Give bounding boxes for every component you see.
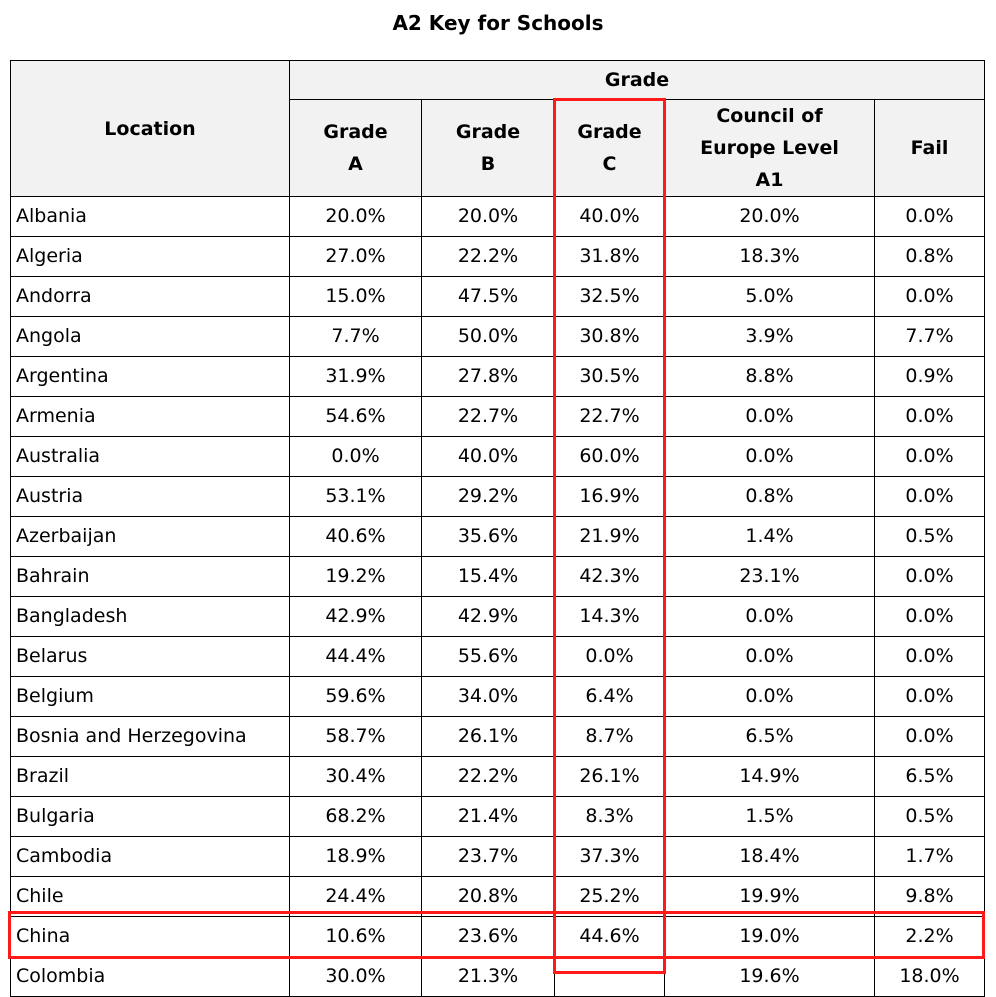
value-cell-b: 26.1%	[422, 717, 555, 757]
value-cell-euro: 1.4%	[665, 517, 875, 557]
value-cell-euro: 3.9%	[665, 317, 875, 357]
value-cell-c: 60.0%	[555, 437, 665, 477]
value-cell-fail: 0.0%	[875, 557, 985, 597]
value-cell-b: 22.2%	[422, 237, 555, 277]
column-header-a	[290, 100, 422, 197]
value-cell-fail: 6.5%	[875, 757, 985, 797]
table-row	[11, 717, 985, 757]
column-header-b	[422, 100, 555, 197]
value-cell-fail: 0.8%	[875, 237, 985, 277]
column-header-c	[555, 100, 665, 197]
value-cell-b: 15.4%	[422, 557, 555, 597]
value-cell-fail: 0.0%	[875, 717, 985, 757]
location-cell: Bosnia and Herzegovina	[11, 717, 290, 757]
value-cell-a: 24.4%	[290, 877, 422, 917]
column-header-euro	[665, 100, 875, 197]
table-row	[11, 317, 985, 357]
location-cell: Algeria	[11, 237, 290, 277]
table-row	[11, 877, 985, 917]
value-cell-euro: 1.5%	[665, 797, 875, 837]
value-cell-b: 20.8%	[422, 877, 555, 917]
location-cell: Armenia	[11, 397, 290, 437]
value-cell-euro: 14.9%	[665, 757, 875, 797]
table-row	[11, 677, 985, 717]
table-row	[11, 437, 985, 477]
column-header-line: Fail	[910, 137, 949, 159]
value-cell-b: 50.0%	[422, 317, 555, 357]
grade-group-header: Grade	[290, 61, 985, 100]
location-cell: Angola	[11, 317, 290, 357]
value-cell-a: 30.4%	[290, 757, 422, 797]
value-cell-fail: 0.0%	[875, 637, 985, 677]
value-cell-b: 23.6%	[422, 917, 555, 957]
column-header-line: Europe Level	[700, 137, 839, 159]
value-cell-c: 25.2%	[555, 877, 665, 917]
value-cell-a: 44.4%	[290, 637, 422, 677]
page-title: A2 Key for Schools	[392, 11, 604, 35]
column-header-line: A1	[755, 169, 784, 191]
value-cell-a: 42.9%	[290, 597, 422, 637]
value-cell-b: 29.2%	[422, 477, 555, 517]
value-cell-c: 8.7%	[555, 717, 665, 757]
value-cell-a: 18.9%	[290, 837, 422, 877]
value-cell-c: 37.3%	[555, 837, 665, 877]
value-cell-b: 22.2%	[422, 757, 555, 797]
value-cell-a: 7.7%	[290, 317, 422, 357]
value-cell-c: 8.3%	[555, 797, 665, 837]
value-cell-a: 58.7%	[290, 717, 422, 757]
value-cell-c: 6.4%	[555, 677, 665, 717]
value-cell-fail: 0.0%	[875, 437, 985, 477]
value-cell-a: 30.0%	[290, 957, 422, 997]
value-cell-euro: 0.0%	[665, 597, 875, 637]
value-cell-c: 40.0%	[555, 197, 665, 237]
value-cell-c: 14.3%	[555, 597, 665, 637]
value-cell-b: 47.5%	[422, 277, 555, 317]
value-cell-euro: 19.6%	[665, 957, 875, 997]
value-cell-a: 40.6%	[290, 517, 422, 557]
value-cell-b: 21.4%	[422, 797, 555, 837]
value-cell-euro: 0.8%	[665, 477, 875, 517]
value-cell-a: 54.6%	[290, 397, 422, 437]
value-cell-a: 68.2%	[290, 797, 422, 837]
value-cell-euro: 23.1%	[665, 557, 875, 597]
value-cell-fail: 0.0%	[875, 597, 985, 637]
value-cell-fail: 0.0%	[875, 197, 985, 237]
value-cell-b: 40.0%	[422, 437, 555, 477]
table-row	[11, 597, 985, 637]
table-row	[11, 837, 985, 877]
value-cell-fail: 0.0%	[875, 477, 985, 517]
value-cell-euro: 5.0%	[665, 277, 875, 317]
column-header-line: Grade	[455, 121, 521, 143]
value-cell-a: 15.0%	[290, 277, 422, 317]
column-header-line: Grade	[577, 121, 642, 143]
table-row	[11, 517, 985, 557]
value-cell-euro: 0.0%	[665, 677, 875, 717]
value-cell-b: 21.3%	[422, 957, 555, 997]
value-cell-fail: 2.2%	[875, 917, 985, 957]
value-cell-fail: 0.0%	[875, 677, 985, 717]
value-cell-a: 59.6%	[290, 677, 422, 717]
value-cell-c: 21.9%	[555, 517, 665, 557]
value-cell-a: 19.2%	[290, 557, 422, 597]
value-cell-c: 16.9%	[555, 477, 665, 517]
value-cell-a: 27.0%	[290, 237, 422, 277]
column-header-fail	[875, 100, 985, 197]
location-cell: Colombia	[11, 957, 290, 997]
column-header-line: B	[480, 153, 496, 175]
location-cell: China	[11, 917, 290, 957]
value-cell-c: 0.0%	[555, 637, 665, 677]
value-cell-a: 0.0%	[290, 437, 422, 477]
value-cell-b: 27.8%	[422, 357, 555, 397]
value-cell-b: 23.7%	[422, 837, 555, 877]
value-cell-fail: 0.0%	[875, 397, 985, 437]
value-cell-fail: 9.8%	[875, 877, 985, 917]
value-cell-euro: 8.8%	[665, 357, 875, 397]
value-cell-euro: 18.3%	[665, 237, 875, 277]
value-cell-euro: 0.0%	[665, 437, 875, 477]
location-header: Location	[11, 61, 290, 197]
table-row	[11, 277, 985, 317]
table-row	[11, 197, 985, 237]
results-table-container	[10, 60, 985, 997]
value-cell-b: 42.9%	[422, 597, 555, 637]
value-cell-fail: 7.7%	[875, 317, 985, 357]
value-cell-a: 53.1%	[290, 477, 422, 517]
location-cell: Brazil	[11, 757, 290, 797]
table-row	[11, 237, 985, 277]
table-row	[11, 397, 985, 437]
value-cell-b: 35.6%	[422, 517, 555, 557]
location-cell: Belgium	[11, 677, 290, 717]
value-cell-c: 42.3%	[555, 557, 665, 597]
location-cell: Azerbaijan	[11, 517, 290, 557]
value-cell-c: 30.8%	[555, 317, 665, 357]
table-row	[11, 917, 985, 957]
value-cell-b: 20.0%	[422, 197, 555, 237]
location-cell: Cambodia	[11, 837, 290, 877]
value-cell-b: 22.7%	[422, 397, 555, 437]
value-cell-c: 22.7%	[555, 397, 665, 437]
column-header-line: C	[602, 153, 617, 175]
value-cell-fail: 0.5%	[875, 517, 985, 557]
table-row	[11, 957, 985, 997]
table-row	[11, 357, 985, 397]
value-cell-b: 55.6%	[422, 637, 555, 677]
location-cell: Bangladesh	[11, 597, 290, 637]
value-cell-c: 26.1%	[555, 757, 665, 797]
value-cell-euro: 0.0%	[665, 637, 875, 677]
value-cell-euro: 0.0%	[665, 397, 875, 437]
table-row	[11, 557, 985, 597]
table-row	[11, 477, 985, 517]
value-cell-fail: 0.5%	[875, 797, 985, 837]
table-row	[11, 637, 985, 677]
value-cell-fail: 0.9%	[875, 357, 985, 397]
value-cell-c: 31.8%	[555, 237, 665, 277]
value-cell-fail: 1.7%	[875, 837, 985, 877]
value-cell-euro: 19.9%	[665, 877, 875, 917]
location-cell: Argentina	[11, 357, 290, 397]
column-header-line: Grade	[323, 121, 388, 143]
location-cell: Austria	[11, 477, 290, 517]
value-cell-c: 30.5%	[555, 357, 665, 397]
value-cell-euro: 20.0%	[665, 197, 875, 237]
value-cell-euro: 19.0%	[665, 917, 875, 957]
table-row	[11, 797, 985, 837]
value-cell-c: 32.5%	[555, 277, 665, 317]
results-table	[10, 60, 985, 997]
location-cell: Bahrain	[11, 557, 290, 597]
location-cell: Belarus	[11, 637, 290, 677]
location-cell: Chile	[11, 877, 290, 917]
column-header-line: Council of	[716, 105, 823, 127]
value-cell-c	[555, 957, 665, 997]
value-cell-c: 44.6%	[555, 917, 665, 957]
column-header-line: A	[348, 153, 363, 175]
value-cell-a: 20.0%	[290, 197, 422, 237]
value-cell-a: 31.9%	[290, 357, 422, 397]
location-cell: Albania	[11, 197, 290, 237]
value-cell-euro: 6.5%	[665, 717, 875, 757]
location-cell: Bulgaria	[11, 797, 290, 837]
value-cell-b: 34.0%	[422, 677, 555, 717]
location-cell: Australia	[11, 437, 290, 477]
location-cell: Andorra	[11, 277, 290, 317]
value-cell-fail: 0.0%	[875, 277, 985, 317]
value-cell-euro: 18.4%	[665, 837, 875, 877]
value-cell-a: 10.6%	[290, 917, 422, 957]
table-row	[11, 757, 985, 797]
value-cell-fail: 18.0%	[875, 957, 985, 997]
